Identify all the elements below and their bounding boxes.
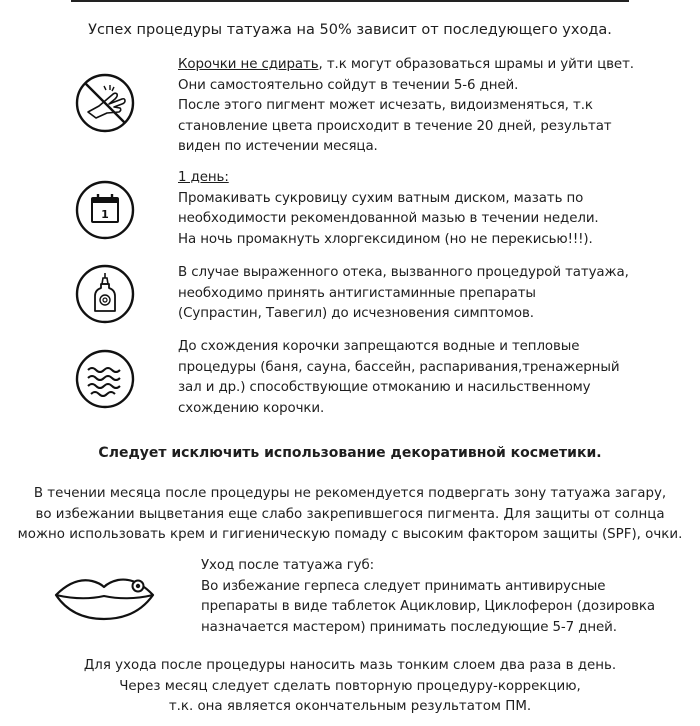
text-line: препараты в виде таблеток Ацикловир, Циклоферон (дозировка: [201, 599, 656, 614]
text-line: необходимости рекомендованной мазью в течении недели.: [178, 211, 599, 226]
text-line: До схождения корочки запрещаются водные и тепловые: [178, 339, 580, 354]
text-line: [178, 55, 634, 76]
section-water-procedures: [178, 337, 619, 419]
text-line: Через месяц следует сделать повторную процедуру-коррекцию,: [119, 678, 581, 694]
medicine-bottle-icon: [74, 263, 136, 325]
top-divider: [71, 0, 629, 2]
text-line: Уход после татуажа губ:: [201, 558, 375, 573]
lips-icon: [52, 565, 157, 625]
text-line: можно использовать крем и гигиеническую помаду с высоким фактором защиты (SPF), очки.: [17, 527, 683, 542]
text-line: Для ухода после процедуры наносить мазь тонким слоем два раза в день.: [83, 658, 617, 673]
text-line: Во избежание герпеса следует принимать антивирусные: [201, 578, 606, 594]
text-line: [178, 168, 599, 189]
text-line: необходимо принять антигистаминные препараты: [178, 285, 536, 301]
text-line: зал и др.) способствующие отмоканию и насильственному: [178, 380, 591, 395]
text-line: Они самостоятельно сойдут в течении 5-6 дней.: [178, 77, 519, 93]
text-line: На ночь промакнуть хлоргексидином (но не перекисью!!!).: [178, 231, 593, 247]
final-paragraph: [0, 656, 700, 718]
text-line: Промакивать сукровицу сухим ватным диском, мазать по: [178, 190, 584, 206]
calendar-icon: [74, 179, 136, 241]
text-line: виден по истечении месяца.: [178, 139, 378, 154]
text-line: После этого пигмент может исчезать, видоизменяться, т.к: [178, 98, 593, 113]
section-crusts: [178, 55, 634, 158]
lips-care-section: [201, 556, 655, 638]
section-first-day: [178, 168, 599, 250]
page-title: Успех процедуры татуажа на 50% зависит от последующего ухода.: [88, 22, 612, 38]
underlined-phrase: Корочки не сдирать: [178, 57, 319, 72]
text-line: во избежании выцветания еще слабо закрепившегося пигмента. Для защиты от солнца: [35, 506, 665, 522]
text-line: назначается мастером) принимать последующие 5-7 дней.: [201, 619, 617, 635]
calendar-day: 1: [101, 208, 109, 221]
cosmetics-notice: Следует исключить использование декоративной косметики.: [98, 445, 602, 461]
no-touching-icon: [74, 72, 136, 134]
section-swelling: [178, 263, 629, 325]
text-line: т.к. она является окончательным результатом ПМ.: [168, 699, 532, 714]
text-line: схождению корочки.: [178, 400, 325, 416]
underlined-phrase: 1 день:: [178, 170, 229, 185]
text-line: В течении месяца после процедуры не рекомендуется подвергать зону татуажа загару,: [33, 486, 667, 501]
text-fragment: , т.к могут образоваться шрамы и уйти цвет.: [318, 57, 634, 72]
sun-protection-paragraph: [0, 484, 700, 546]
text-line: процедуры (баня, сауна, бассейн, распаривания,тренажерный: [178, 359, 620, 375]
text-line: (Супрастин, Тавегил) до исчезновения симптомов.: [178, 306, 534, 321]
text-line: В случае выраженного отека, вызванного процедурой татуажа,: [178, 265, 629, 280]
text-line: становление цвета происходит в течение 20 дней, результат: [178, 118, 612, 134]
waves-icon: [74, 348, 136, 410]
